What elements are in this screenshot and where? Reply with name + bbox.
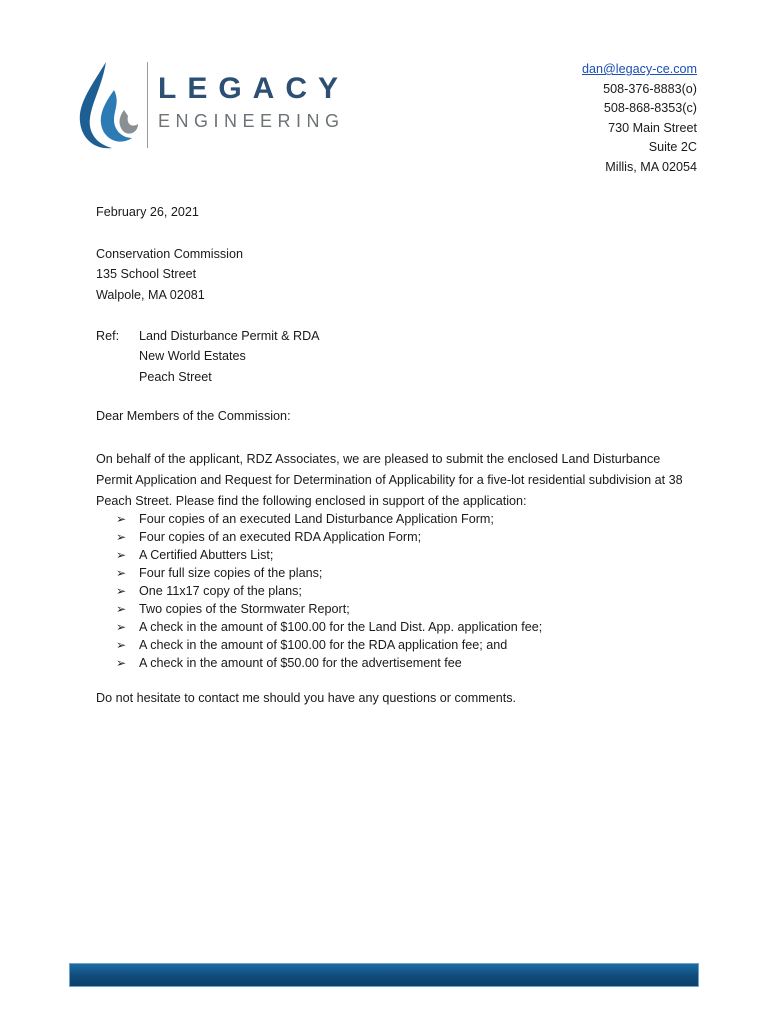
company-logo <box>78 60 350 152</box>
water-drop-icon <box>78 60 142 152</box>
arrow-bullet-icon: ➢ <box>116 655 127 670</box>
ref-line: New World Estates <box>139 349 246 364</box>
suite: Suite 2C <box>648 140 697 155</box>
recipient-line: Conservation Commission <box>96 247 243 261</box>
company-tagline: ENGINEERING <box>158 111 345 131</box>
list-item: ➢ A Certified Abutters List; <box>96 547 686 565</box>
list-item: ➢ A check in the amount of $100.00 for the RDA application fee; and <box>96 637 686 655</box>
city-state-zip: Millis, MA 02054 <box>605 159 697 174</box>
arrow-bullet-icon: ➢ <box>116 512 127 527</box>
letter-date: February 26, 2021 <box>96 205 199 219</box>
arrow-bullet-icon: ➢ <box>116 584 127 599</box>
list-item: ➢ Four copies of an executed RDA Application Form; <box>96 529 686 547</box>
footer-bar <box>69 963 699 987</box>
phone-cell: 508-868-8353(c) <box>603 101 697 116</box>
arrow-bullet-icon: ➢ <box>116 637 127 652</box>
list-item: ➢ A check in the amount of $50.00 for the advertisement fee <box>96 655 686 673</box>
street-address: 730 Main Street <box>608 120 697 135</box>
arrow-bullet-icon: ➢ <box>116 619 127 634</box>
arrow-bullet-icon: ➢ <box>116 566 127 581</box>
recipient-line: Walpole, MA 02081 <box>96 287 205 302</box>
enclosure-list <box>96 511 686 672</box>
email-link[interactable]: dan@legacy-ce.com <box>582 62 697 76</box>
arrow-bullet-icon: ➢ <box>116 530 127 545</box>
list-item: ➢ Two copies of the Stormwater Report; <box>96 601 686 619</box>
list-item: ➢ One 11x17 copy of the plans; <box>96 583 686 601</box>
arrow-bullet-icon: ➢ <box>116 548 127 563</box>
arrow-bullet-icon: ➢ <box>116 601 127 616</box>
letter-body <box>96 449 686 673</box>
recipient-address <box>96 244 686 305</box>
ref-line: Land Disturbance Permit & RDA <box>139 329 320 343</box>
ref-line: Peach Street <box>139 369 212 384</box>
ref-label: Ref: <box>96 329 120 343</box>
recipient-line: 135 School Street <box>96 267 197 282</box>
list-item: ➢ Four copies of an executed Land Disturbance Application Form; <box>96 511 686 529</box>
phone-office: 508-376-8883(o) <box>603 81 697 96</box>
company-name: LEGACY <box>158 72 350 105</box>
list-item: ➢ A check in the amount of $100.00 for the Land Dist. App. application fee; <box>96 619 686 637</box>
list-item: ➢ Four full size copies of the plans; <box>96 565 686 583</box>
salutation: Dear Members of the Commission: <box>96 409 291 423</box>
reference-block <box>96 326 686 387</box>
logo-divider <box>147 62 148 148</box>
intro-paragraph: On behalf of the applicant, RDZ Associates, we are pleased to submit the enclosed Land Disturbance Permit Application and Request for Determination of Applicability for a five-lot residential subdivision at 38 Peach Street. Please find the following enclosed in support of the application: <box>96 452 683 508</box>
contact-block <box>582 60 697 178</box>
closing-sentence: Do not hesitate to contact me should you have any questions or comments. <box>96 691 517 705</box>
